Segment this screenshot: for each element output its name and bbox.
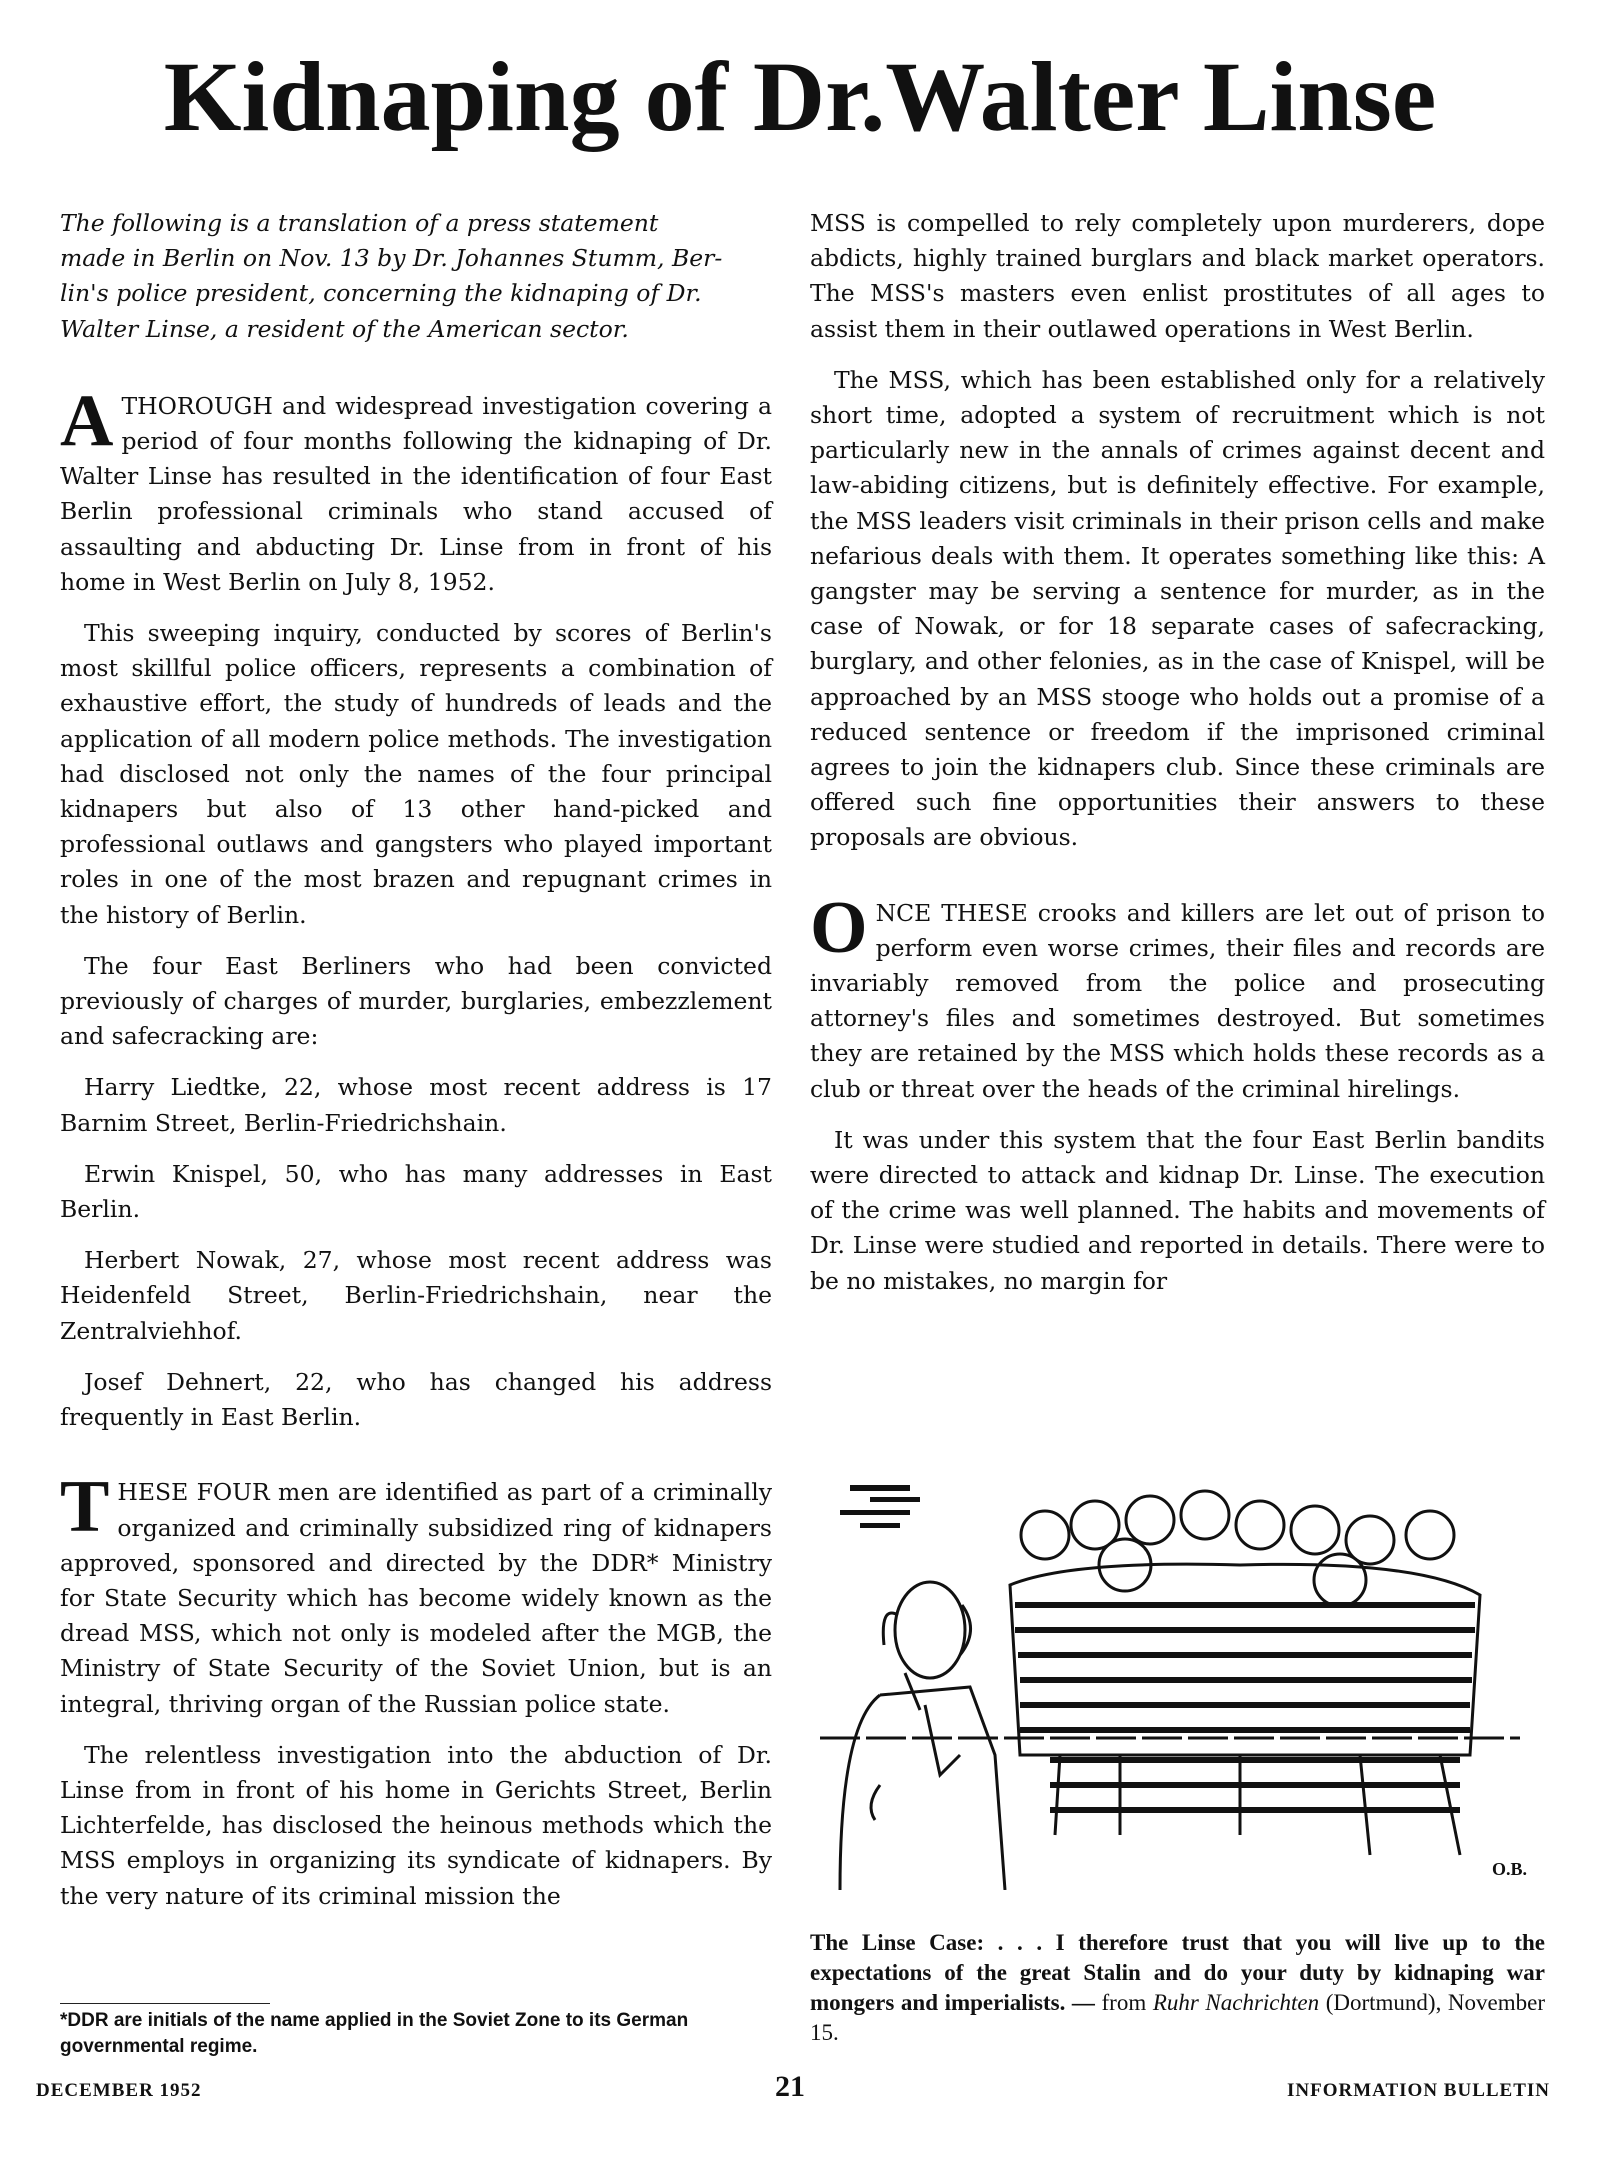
paragraph-text: NCE THESE crooks and killers are let out of prison to perform even worse crimes, their files and records are invariably removed from the police and prosecuting attorney's files and sometimes destroyed. But sometimes they are retained by the MSS which holds these records as a club or threat over the heads of the criminal hirelings. bbox=[810, 898, 1545, 1103]
paragraph bbox=[60, 379, 772, 600]
paragraph bbox=[60, 1466, 772, 1721]
intro-line: Walter Linse, a resident of the American sector. bbox=[60, 314, 629, 343]
publication-name: INFORMATION BULLETIN bbox=[1287, 2080, 1550, 2101]
left-column bbox=[60, 206, 772, 1930]
paragraph: This sweeping inquiry, conducted by scores of Berlin's most skillful police officers, represents a combination of exhaustive effort, the study of hundreds of leads and the application of all modern police methods. The investigation had disclosed not only the names of the four principal kidnapers but also of 13 other hand-picked and professional outlaws and gangsters who played important roles in one of the most brazen and repugnant crimes in the history of Berlin. bbox=[60, 619, 772, 929]
paragraph: The MSS, which has been established only for a relatively short time, adopted a system of recruitment which is not particularly new in the annals of crimes against decent and law-abiding citizens, but is definitely effective. For example, the MSS leaders visit criminals in their prison cells and make nefarious deals with them. It operates something like this: A gangster may be serving a sentence for murder, as in the case of Nowak, or for 18 separate cases of safecracking, burglary, and other felonies, as in the case of Knispel, will be approached by an MSS stooge who holds out a promise of a reduced sentence or freedom if the imprisoned criminal agrees to join the kidnapers club. Since these criminals are offered such fine opportunities their answers to these proposals are obvious. bbox=[810, 365, 1545, 852]
artist-signature: O.B. bbox=[1492, 1859, 1528, 1879]
footnote: *DDR are initials of the name applied in the Soviet Zone to its German governmental regime. bbox=[60, 2010, 689, 2057]
footer-date: DECEMBER 1952 bbox=[36, 2080, 202, 2101]
intro-line: made in Berlin on Nov. 13 by Dr. Johannes Stumm, Ber- bbox=[60, 244, 723, 273]
drop-cap: O bbox=[810, 886, 868, 969]
cartoon-caption bbox=[810, 1928, 1545, 2048]
paragraph: Josef Dehnert, 22, who has changed his address frequently in East Berlin. bbox=[60, 1367, 772, 1432]
caption-quote: The Linse Case: . . . I therefore trust that you will live up to the expectations of the great Stalin and do your duty by kidnaping war mongers and imperialists. — bbox=[810, 1930, 1545, 2015]
caption-date: (Dortmund), November 15. bbox=[810, 1990, 1546, 2045]
cartoon-illustration bbox=[820, 1455, 1545, 1890]
article-title: Kidnaping of Dr.Walter Linse bbox=[163, 41, 1437, 152]
paragraph: The relentless investigation into the abduction of Dr. Linse from in front of his home in Gerichts Street, Berlin Lichterfelde, has disclosed the heinous methods which the MSS employs in organizing its syndicate of kidnapers. By the very nature of its criminal mission the bbox=[60, 1740, 772, 1910]
caption-source: Ruhr Nachrichten bbox=[1152, 1990, 1320, 2015]
footnote-rule bbox=[60, 2003, 689, 2060]
intro-line: lin's police president, concerning the kidnaping of Dr. bbox=[60, 279, 702, 308]
drop-cap: T bbox=[60, 1466, 110, 1549]
cartoon-drawing bbox=[820, 1455, 1545, 1890]
paragraph-text: HESE FOUR men are identified as part of a criminally organized and criminally subsidized ring of kidnapers approved, sponsored and directed by the DDR* Ministry for State Security which has become widely known as the dread MSS, which not only is modeled after the MGB, the Ministry of State Security of the Soviet Union, but is an integral, thriving organ of the Russian police state. bbox=[60, 1478, 772, 1718]
man-figure bbox=[840, 1582, 1005, 1890]
paragraph: Herbert Nowak, 27, whose most recent address was Heidenfeld Street, Berlin-Friedrichshain, near the Zentralviehhof. bbox=[60, 1246, 772, 1345]
drop-cap: A bbox=[60, 379, 114, 462]
paragraph: Harry Liedtke, 22, whose most recent address is 17 Barnim Street, Berlin-Friedrichshain. bbox=[60, 1073, 772, 1137]
paragraph-text: THOROUGH and widespread investigation covering a period of four months following the kidnaping of Dr. Walter Linse has resulted in the identification of four East Berlin professional criminals who stand accused of assaulting and abducting Dr. Linse from in front of his home in West Berlin on July 8, 1952. bbox=[60, 391, 772, 596]
caption-from: from bbox=[1101, 1990, 1147, 2015]
intro-note bbox=[60, 206, 772, 347]
page-number: 21 bbox=[775, 2070, 805, 2103]
paragraph: It was under this system that the four East Berlin bandits were directed to attack and kidnap Dr. Linse. The execution of the crime was well planned. The habits and movements of Dr. Linse were studied and reported in details. There were to be no mistakes, no margin for bbox=[810, 1125, 1545, 1295]
intro-line: The following is a translation of a press statement bbox=[60, 209, 659, 237]
paragraph bbox=[810, 886, 1545, 1107]
paragraph: The four East Berliners who had been convicted previously of charges of murder, burglaries, embezzlement and safecracking are: bbox=[60, 951, 772, 1051]
thought-marks bbox=[840, 1485, 920, 1528]
paragraph: MSS is compelled to rely completely upon murderers, dope abdicts, highly trained burglars and black market operators. The MSS's masters even enlist prostitutes of all ages to assist them in their outlawed operations in West Berlin. bbox=[810, 209, 1545, 343]
right-column bbox=[810, 206, 1545, 1315]
prison-stripes bbox=[1015, 1605, 1475, 1810]
prisoners-group bbox=[1010, 1491, 1480, 1855]
paragraph: Erwin Knispel, 50, who has many addresses in East Berlin. bbox=[60, 1159, 772, 1224]
